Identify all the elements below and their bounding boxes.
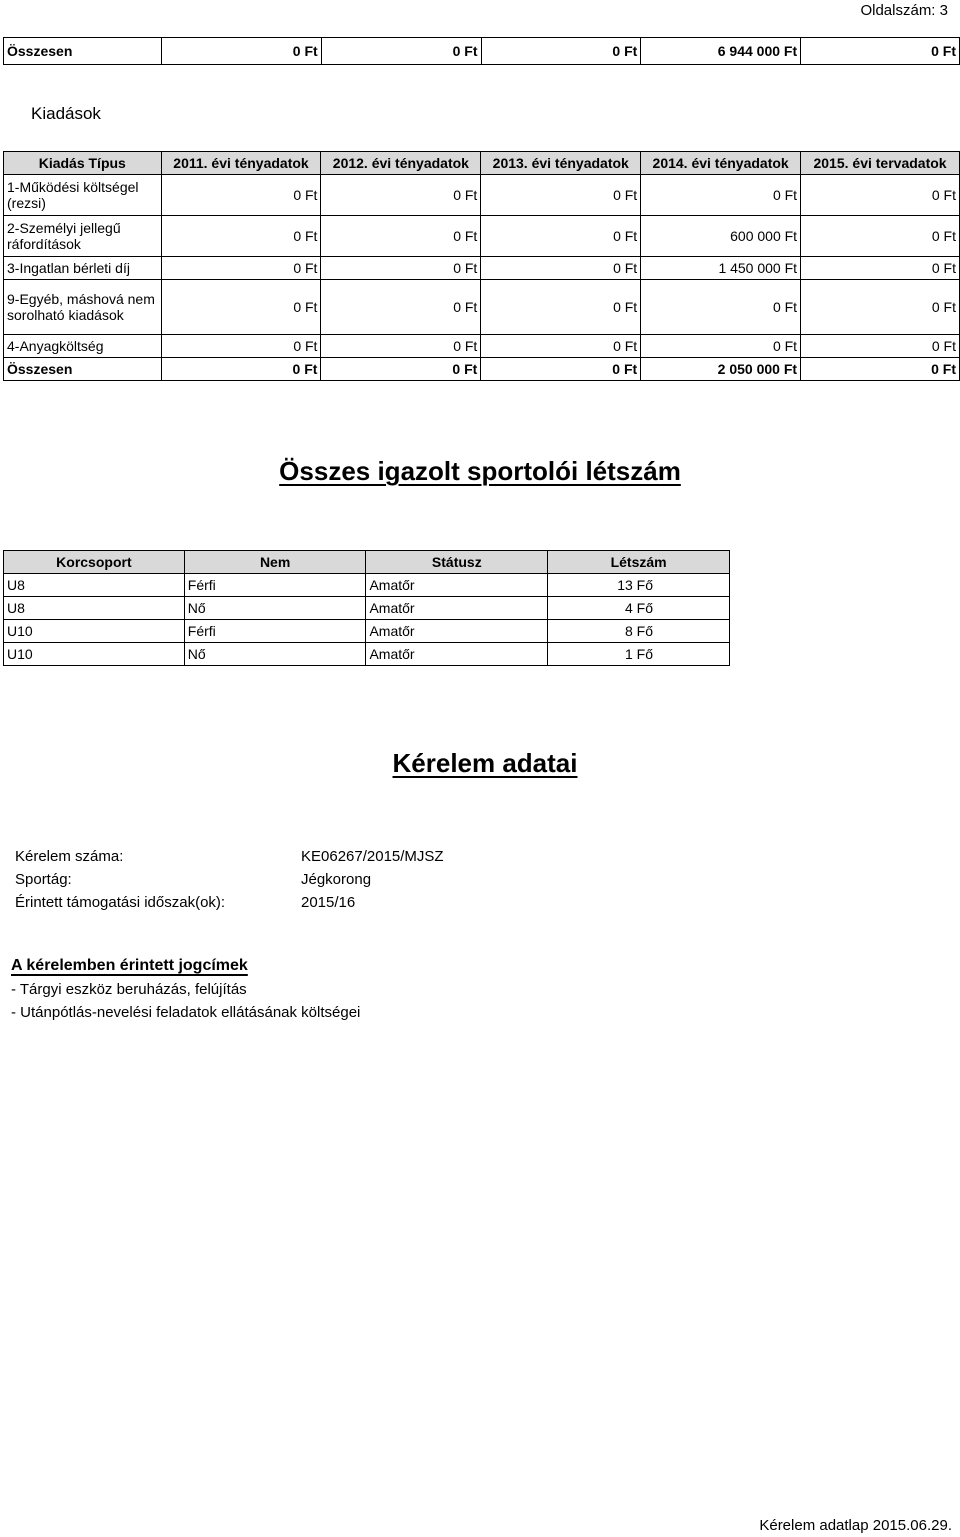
expense-value: 600 000 Ft <box>641 216 801 257</box>
expense-value: 0 Ft <box>321 216 481 257</box>
expense-value: 0 Ft <box>161 335 321 358</box>
expense-value: 0 Ft <box>481 257 641 280</box>
total-value: 0 Ft <box>481 358 641 381</box>
total-value: 0 Ft <box>161 358 321 381</box>
top-total-value: 0 Ft <box>801 38 960 65</box>
expense-value: 0 Ft <box>321 335 481 358</box>
expense-value: 0 Ft <box>161 280 321 335</box>
sport-value: Jégkorong <box>301 871 372 888</box>
top-total-value: 0 Ft <box>161 38 321 65</box>
expenses-table <box>3 151 960 381</box>
table-row <box>4 175 960 216</box>
athletes-table <box>3 550 730 666</box>
expense-value: 0 Ft <box>481 175 641 216</box>
top-total-value: 0 Ft <box>481 38 641 65</box>
headcount-cell: 1 Fő <box>548 643 730 666</box>
column-header: Kiadás Típus <box>4 152 162 175</box>
expense-value: 0 Ft <box>481 335 641 358</box>
column-header: 2011. évi tényadatok <box>161 152 321 175</box>
expense-value: 0 Ft <box>801 335 960 358</box>
expense-type: 4-Anyagköltség <box>4 335 162 358</box>
table-row <box>4 335 960 358</box>
top-total-value: 6 944 000 Ft <box>641 38 801 65</box>
column-header: Korcsoport <box>4 551 185 574</box>
expense-value: 0 Ft <box>801 175 960 216</box>
total-value: 2 050 000 Ft <box>641 358 801 381</box>
expenses-section-title: Kiadások <box>31 104 101 123</box>
total-value: 0 Ft <box>321 358 481 381</box>
expense-value: 0 Ft <box>641 175 801 216</box>
table-row <box>4 257 960 280</box>
table-row <box>4 643 730 666</box>
gender-cell: Nő <box>184 597 366 620</box>
expense-value: 0 Ft <box>641 335 801 358</box>
table-total-row <box>4 358 960 381</box>
status-cell: Amatőr <box>366 574 548 597</box>
expense-value: 0 Ft <box>321 175 481 216</box>
expense-value: 1 450 000 Ft <box>641 257 801 280</box>
sport-label: Sportág: <box>15 871 72 888</box>
athletes-section-title: Összes igazolt sportolói létszám <box>279 456 681 486</box>
top-total-row <box>4 38 960 65</box>
support-period-label: Érintett támogatási időszak(ok): <box>15 894 226 911</box>
expense-value: 0 Ft <box>161 175 321 216</box>
column-header: 2015. évi tervadatok <box>801 152 960 175</box>
column-header: Létszám <box>548 551 730 574</box>
rights-title: A kérelemben érintett jogcímek <box>11 957 248 974</box>
total-label: Összesen <box>4 358 162 381</box>
top-total-label: Összesen <box>4 38 162 65</box>
request-number-value: KE06267/2015/MJSZ <box>301 848 444 865</box>
expense-type: 3-Ingatlan bérleti díj <box>4 257 162 280</box>
table-row <box>4 597 730 620</box>
gender-cell: Nő <box>184 643 366 666</box>
column-header: 2014. évi tényadatok <box>641 152 801 175</box>
headcount-cell: 13 Fő <box>548 574 730 597</box>
table-row <box>4 280 960 335</box>
rights-item: - Utánpótlás-nevelési feladatok ellátásának költségei <box>11 1004 361 1021</box>
expense-value: 0 Ft <box>161 216 321 257</box>
table-header-row <box>4 152 960 175</box>
gender-cell: Férfi <box>184 574 366 597</box>
expense-value: 0 Ft <box>801 216 960 257</box>
table-row <box>4 574 730 597</box>
expense-value: 0 Ft <box>481 216 641 257</box>
table-row <box>4 620 730 643</box>
rights-item: - Tárgyi eszköz beruházás, felújítás <box>11 981 247 998</box>
page-number: Oldalszám: 3 <box>860 2 948 19</box>
status-cell: Amatőr <box>366 597 548 620</box>
age-group-cell: U10 <box>4 620 185 643</box>
column-header: 2013. évi tényadatok <box>481 152 641 175</box>
status-cell: Amatőr <box>366 643 548 666</box>
support-period-value: 2015/16 <box>301 894 356 911</box>
expense-value: 0 Ft <box>481 280 641 335</box>
age-group-cell: U10 <box>4 643 185 666</box>
total-value: 0 Ft <box>801 358 960 381</box>
top-total-value: 0 Ft <box>321 38 481 65</box>
column-header: Státusz <box>366 551 548 574</box>
expense-value: 0 Ft <box>641 280 801 335</box>
table-header-row <box>4 551 730 574</box>
expense-type: 1-Működési költségel (rezsi) <box>4 175 162 216</box>
table-row <box>4 216 960 257</box>
age-group-cell: U8 <box>4 574 185 597</box>
column-header: Nem <box>184 551 366 574</box>
expense-value: 0 Ft <box>161 257 321 280</box>
expense-value: 0 Ft <box>321 257 481 280</box>
headcount-cell: 8 Fő <box>548 620 730 643</box>
request-number-label: Kérelem száma: <box>15 848 124 865</box>
expense-value: 0 Ft <box>801 257 960 280</box>
expense-type: 2-Személyi jellegű ráfordítások <box>4 216 162 257</box>
footer: Kérelem adatlap 2015.06.29. <box>759 1517 952 1534</box>
request-section-title: Kérelem adatai <box>392 748 578 778</box>
gender-cell: Férfi <box>184 620 366 643</box>
headcount-cell: 4 Fő <box>548 597 730 620</box>
expense-type: 9-Egyéb, máshová nem sorolható kiadások <box>4 280 162 335</box>
column-header: 2012. évi tényadatok <box>321 152 481 175</box>
top-total-table <box>3 37 960 65</box>
expense-value: 0 Ft <box>321 280 481 335</box>
age-group-cell: U8 <box>4 597 185 620</box>
expense-value: 0 Ft <box>801 280 960 335</box>
status-cell: Amatőr <box>366 620 548 643</box>
